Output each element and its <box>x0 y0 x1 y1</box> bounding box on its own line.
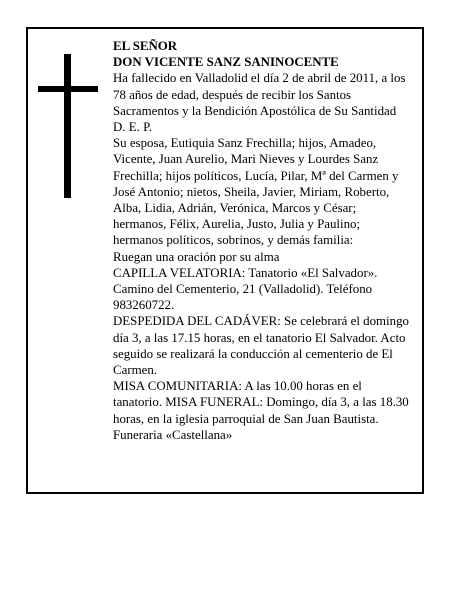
mass-info: MISA COMUNITARIA: A las 10.00 horas en el tanatorio. MISA FUNERAL: Domingo, día 3, a las 18.30 horas, en la iglesia parroquial de San Juan Bautista. <box>113 379 409 426</box>
heading-title: EL SEÑOR <box>113 39 178 53</box>
funeral-home: Funeraria «Castellana» <box>113 427 233 442</box>
cross-horizontal-bar <box>38 86 98 92</box>
family-list: Su esposa, Eutiquia Sanz Frechilla; hijos, Amadeo, Vicente, Juan Aurelio, Mari Nieves y Lourdes Sanz Frechilla; hijos políticos, Lucía, Pilar, Mª del Carmen y José Antonio; nietos, Sheila, Javier, Miriam, Roberto, Alba, Lidia, Adrián, Verónica, Marcos y César; hermanos, Félix, Aurelia, Justo, Julia y Paulino; hermanos políticos, sobrinos, y demás familia: <box>113 136 399 248</box>
deceased-name: DON VICENTE SANZ SANINOCENTE <box>113 55 339 70</box>
wake-info: CAPILLA VELATORIA: Tanatorio «El Salvador». Camino del Cementerio, 21 (Valladolid). Teléfono 983260722. <box>113 265 378 313</box>
cross-vertical-bar <box>64 54 71 198</box>
prayer-request: Ruegan una oración por su alma <box>113 249 280 264</box>
cross-icon <box>38 54 98 198</box>
obituary-text <box>113 38 409 443</box>
death-announcement: Ha fallecido en Valladolid el día 2 de abril de 2011, a los 78 años de edad, después de recibir los Santos Sacramentos y la Bendición Apostólica de Su Santidad D. E. P. <box>113 71 406 135</box>
farewell-info: DESPEDIDA DEL CADÁVER: Se celebrará el domingo día 3, a las 17.15 horas, en el tanatorio El Salvador. Acto seguido se realizará la conducción al cementerio de El Carmen. <box>113 314 409 378</box>
